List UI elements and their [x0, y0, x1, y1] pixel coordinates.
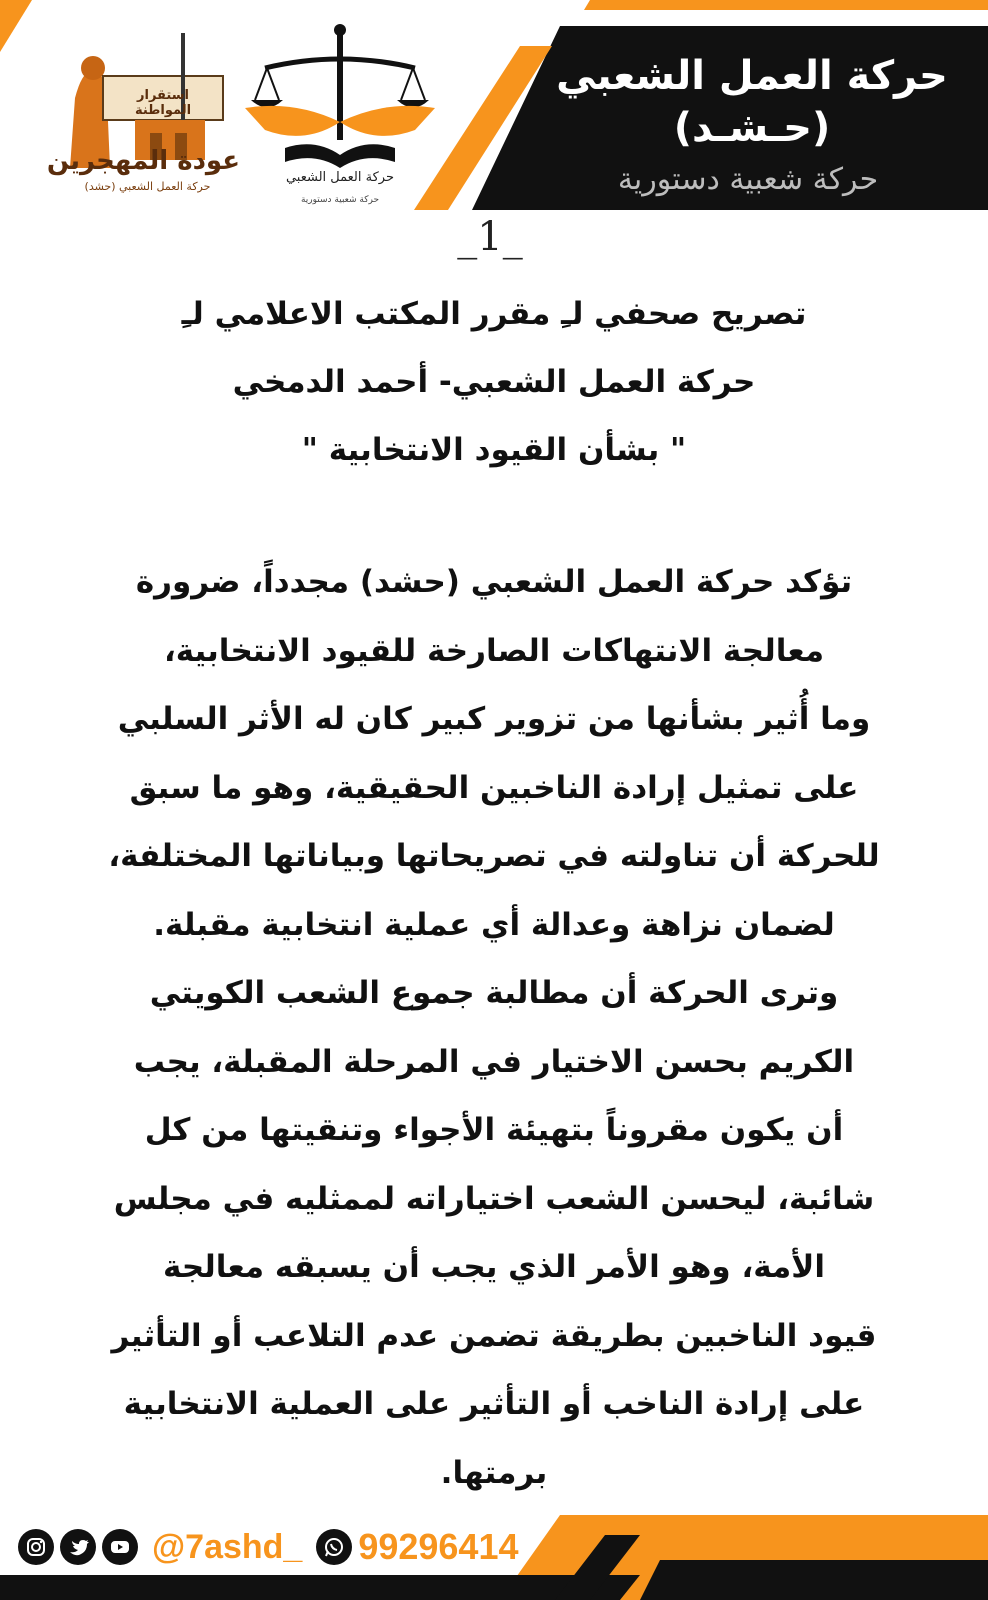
header-title [542, 50, 962, 154]
body-line: قيود الناخبين بطريقة تضمن عدم التلاعب أو التأثير [111, 1317, 877, 1354]
scales-logo-icon [245, 20, 445, 220]
twitter-icon[interactable] [60, 1529, 96, 1565]
phone-number[interactable]: 99296414 [358, 1526, 519, 1567]
return-campaign-logo [46, 28, 240, 208]
body-line: على إرادة الناخب أو التأثير على العملية الانتخابية [123, 1386, 865, 1422]
social-links [18, 1525, 519, 1569]
header-title-line1: حركة العمل الشعبي [556, 53, 948, 99]
header-title-line2: (حـشـد) [673, 105, 831, 151]
headline-line-1: تصريح صحفي لـِ مقرر المكتب الاعلامي لـِ [181, 296, 807, 332]
return-logo-title: عودة المهجرين [46, 146, 240, 176]
body-line: برمتها. [440, 1454, 548, 1491]
instagram-icon[interactable] [18, 1529, 54, 1565]
body-line: تؤكد حركة العمل الشعبي (حشد) مجدداً، ضرورة [135, 564, 853, 600]
body-line: الأمة، وهو الأمر الذي يجب أن يسبقه معالجة [163, 1249, 825, 1285]
body-line: شائبة، ليحسن الشعب اختياراته لممثليه في مجلس [113, 1180, 875, 1217]
return-banner-text: استقرار المواطنة [134, 88, 192, 118]
return-logo-caption: حركة العمل الشعبي (حشد) [84, 180, 211, 193]
headline-line-2: حركة العمل الشعبي- أحمد الدمخي [232, 364, 756, 400]
header-subtitle: حركة شعبية دستورية [617, 162, 879, 197]
body-line: وترى الحركة أن مطالبة جموع الشعب الكويتي [149, 975, 839, 1011]
statement-body [50, 548, 938, 1507]
body-line: وما أُثير بشأنها من تزوير كبير كان له الأثر السلبي [117, 701, 871, 737]
social-handle[interactable]: @7ashd_ [152, 1527, 303, 1566]
movement-logo-name: حركة العمل الشعبي [285, 170, 395, 185]
press-release-headline [80, 280, 908, 484]
whatsapp-icon[interactable] [316, 1529, 352, 1565]
headline-line-3: " بشأن القيود الانتخابية " [301, 432, 687, 468]
body-line: أن يكون مقروناً بتهيئة الأجواء وتنقيتها من كل [144, 1112, 844, 1148]
youtube-icon[interactable] [102, 1529, 138, 1565]
body-line: للحركة أن تناولته في تصريحاتها وبياناتها المختلفة، [108, 838, 880, 874]
movement-logo-tagline: حركة شعبية دستورية [300, 195, 380, 205]
body-line: معالجة الانتهاكات الصارخة للقيود الانتخابية، [163, 632, 825, 669]
body-line: الكريم بحسن الاختيار في المرحلة المقبلة، يجب [133, 1043, 855, 1080]
body-line: لضمان نزاهة وعدالة أي عملية انتخابية مقبلة. [153, 906, 835, 943]
page-number: _1_ [457, 214, 523, 260]
body-line: على تمثيل إرادة الناخبين الحقيقية، وهو ما سبق [129, 769, 859, 806]
